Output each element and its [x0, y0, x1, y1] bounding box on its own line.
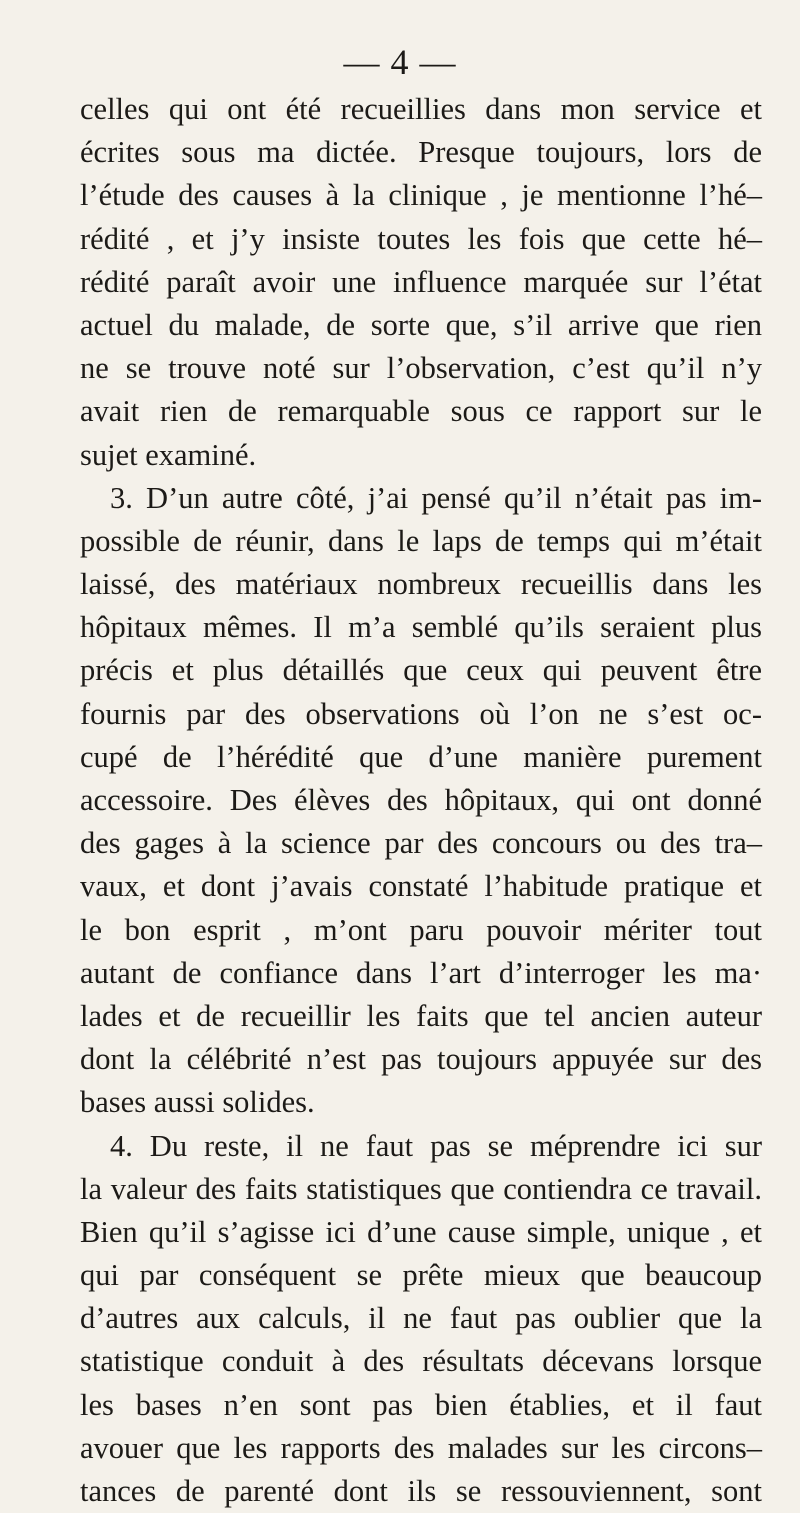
- text-line: autant de confiance dans l’art d’interroger les ma·: [80, 955, 762, 990]
- text-line: avait rien de remarquable sous ce rapport sur le: [80, 394, 762, 429]
- text-line: ne se trouve noté sur l’observation, c’est qu’il n’y: [80, 351, 762, 386]
- body-text: [80, 88, 762, 1513]
- text-line: avouer que les rapports des malades sur les circons–: [80, 1430, 762, 1465]
- text-line: vaux, et dont j’avais constaté l’habitude pratique et: [80, 869, 762, 904]
- text-line: dont la célébrité n’est pas toujours appuyée sur des: [80, 1042, 762, 1077]
- text-line: les bases n’en sont pas bien établies, et il faut: [80, 1387, 762, 1422]
- text-line: cupé de l’hérédité que d’une manière purement: [80, 739, 762, 774]
- text-line: accessoire. Des élèves des hôpitaux, qui ont donné: [80, 783, 762, 817]
- text-line: bases aussi solides.: [80, 1085, 315, 1120]
- text-line: celles qui ont été recueillies dans mon service et: [80, 92, 762, 126]
- text-line: des gages à la science par des concours ou des tra–: [80, 826, 762, 861]
- text-line: précis et plus détaillés que ceux qui peuvent être: [80, 653, 762, 688]
- text-line: tances de parenté dont ils se ressouviennent, sont: [80, 1474, 762, 1508]
- text-line: rédité paraît avoir une influence marquée sur l’état: [80, 264, 762, 299]
- text-line: actuel du malade, de sorte que, s’il arrive que rien: [80, 307, 762, 342]
- text-line: 4. Du reste, il ne faut pas se méprendre ici sur: [110, 1128, 762, 1163]
- page-number: — 4 —: [343, 42, 457, 82]
- text-line: d’autres aux calculs, il ne faut pas oublier que la: [80, 1301, 762, 1336]
- text-line: possible de réunir, dans le laps de temps qui m’était: [80, 523, 762, 558]
- text-line: rédité , et j’y insiste toutes les fois que cette hé–: [80, 221, 762, 256]
- text-line: laissé, des matériaux nombreux recueillis dans les: [80, 567, 762, 602]
- text-line: le bon esprit , m’ont paru pouvoir mériter tout: [80, 912, 762, 947]
- text-line: sujet examiné.: [80, 437, 257, 472]
- text-line: écrites sous ma dictée. Presque toujours, lors de: [80, 135, 762, 170]
- text-line: qui par conséquent se prête mieux que beaucoup: [80, 1258, 762, 1293]
- text-line: la valeur des faits statistiques que contiendra ce travail.: [80, 1171, 762, 1206]
- text-line: l’étude des causes à la clinique , je mentionne l’hé–: [80, 178, 762, 213]
- text-line: statistique conduit à des résultats décevans lorsque: [80, 1344, 762, 1379]
- text-line: Bien qu’il s’agisse ici d’une cause simple, unique , et: [80, 1214, 762, 1249]
- text-line: 3. D’un autre côté, j’ai pensé qu’il n’était pas im-: [110, 480, 762, 515]
- text-line: fournis par des observations où l’on ne s’est oc-: [80, 696, 762, 731]
- text-line: lades et de recueillir les faits que tel ancien auteur: [80, 998, 762, 1033]
- text-line: hôpitaux mêmes. Il m’a semblé qu’ils seraient plus: [80, 610, 762, 645]
